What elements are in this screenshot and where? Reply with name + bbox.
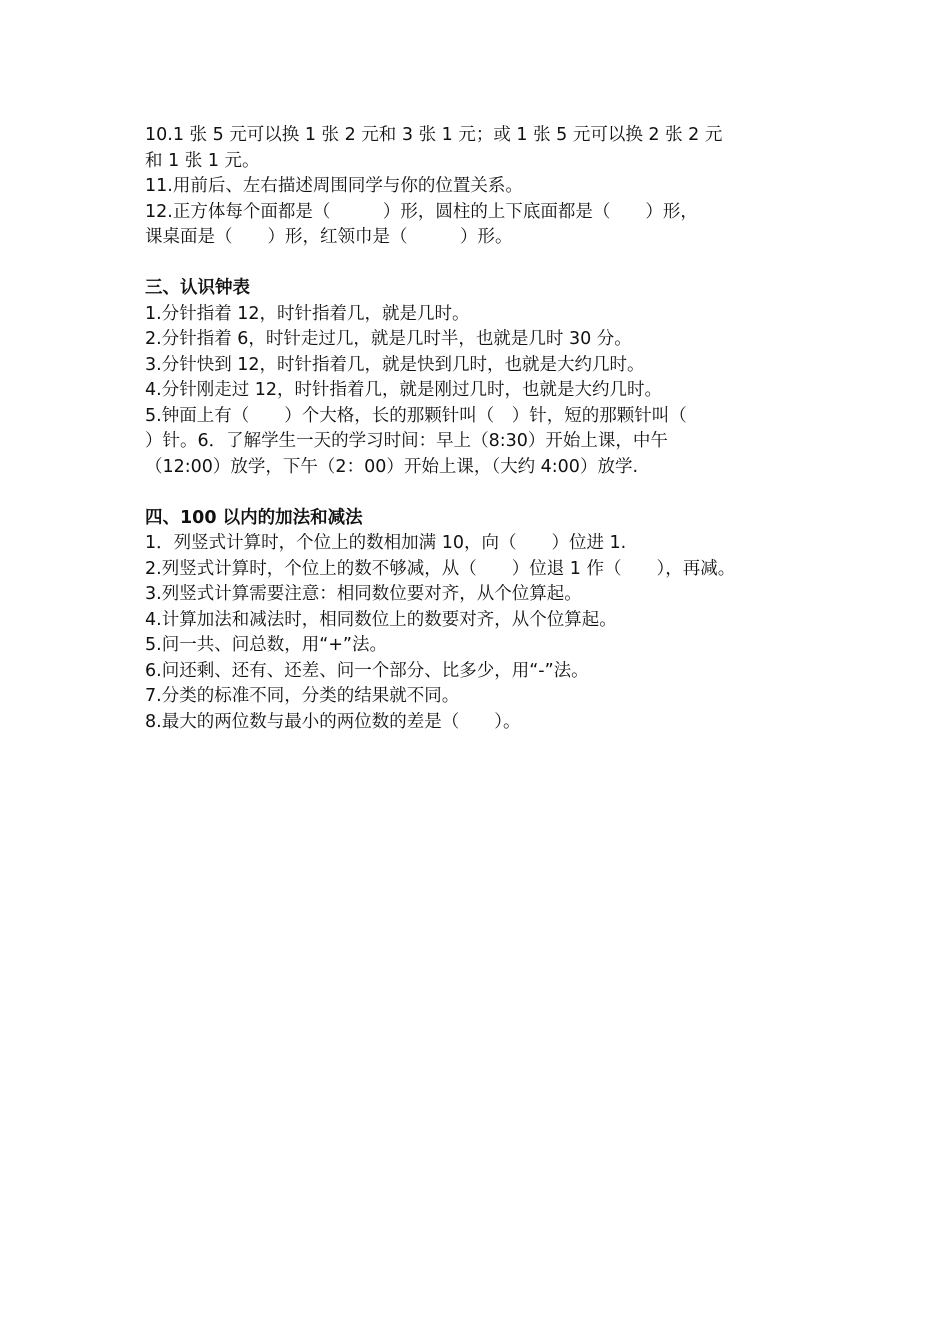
text-line: 6.问还剩、还有、还差、问一个部分、比多少，用“-”法。 bbox=[145, 660, 589, 681]
text-line: 3.列竖式计算需要注意：相同数位要对齐，从个位算起。 bbox=[145, 584, 582, 604]
text-line: 5.问一共、问总数，用“+”法。 bbox=[145, 635, 387, 655]
text-line: 10.1 张 5 元可以换 1 张 2 元和 3 张 1 元；或 1 张 5 元可以换 2 张 2 元 bbox=[145, 125, 723, 145]
text-line: 7.分类的标准不同，分类的结果就不同。 bbox=[145, 686, 460, 706]
text-line: 5.钟面上有（ ）个大格，长的那颗针叫（ ）针，短的那颗针叫（ bbox=[145, 405, 687, 426]
spacer bbox=[145, 480, 835, 506]
text-line: 和 1 张 1 元。 bbox=[145, 150, 260, 171]
text-line: 11.用前后、左右描述周围同学与你的位置关系。 bbox=[145, 176, 523, 196]
section-heading-addition-subtraction: 四、100 以内的加法和减法 bbox=[145, 507, 363, 528]
text-line: ）针。6．了解学生一天的学习时间：早上（8:30）开始上课，中午 bbox=[145, 431, 668, 451]
text-line: 8.最大的两位数与最小的两位数的差是（ ）。 bbox=[145, 711, 521, 732]
text-line: 课桌面是（ ）形，红领巾是（ ）形。 bbox=[145, 227, 513, 247]
section-heading-clock: 三、认识钟表 bbox=[145, 278, 250, 298]
text-line: 1.分针指着 12，时针指着几，就是几时。 bbox=[145, 303, 470, 324]
spacer bbox=[145, 251, 835, 277]
text-line: 12.正方体每个面都是（ ）形，圆柱的上下底面都是（ ）形， bbox=[145, 201, 698, 222]
text-line: 4.计算加法和减法时，相同数位上的数要对齐，从个位算起。 bbox=[145, 609, 617, 630]
text-line: 4.分针刚走过 12，时针指着几，就是刚过几时，也就是大约几时。 bbox=[145, 380, 663, 400]
text-line: （12:00）放学，下午（2：00）开始上课，（大约 4:00）放学. bbox=[145, 456, 639, 477]
text-line: 1．列竖式计算时，个位上的数相加满 10，向（ ）位进 1. bbox=[145, 533, 627, 553]
document-content bbox=[145, 123, 835, 735]
text-line: 2.列竖式计算时，个位上的数不够减，从（ ）位退 1 作（ ），再减。 bbox=[145, 558, 736, 579]
text-line: 2.分针指着 6，时针走过几，就是几时半，也就是几时 30 分。 bbox=[145, 329, 632, 349]
text-line: 3.分针快到 12，时针指着几，就是快到几时，也就是大约几时。 bbox=[145, 354, 645, 375]
